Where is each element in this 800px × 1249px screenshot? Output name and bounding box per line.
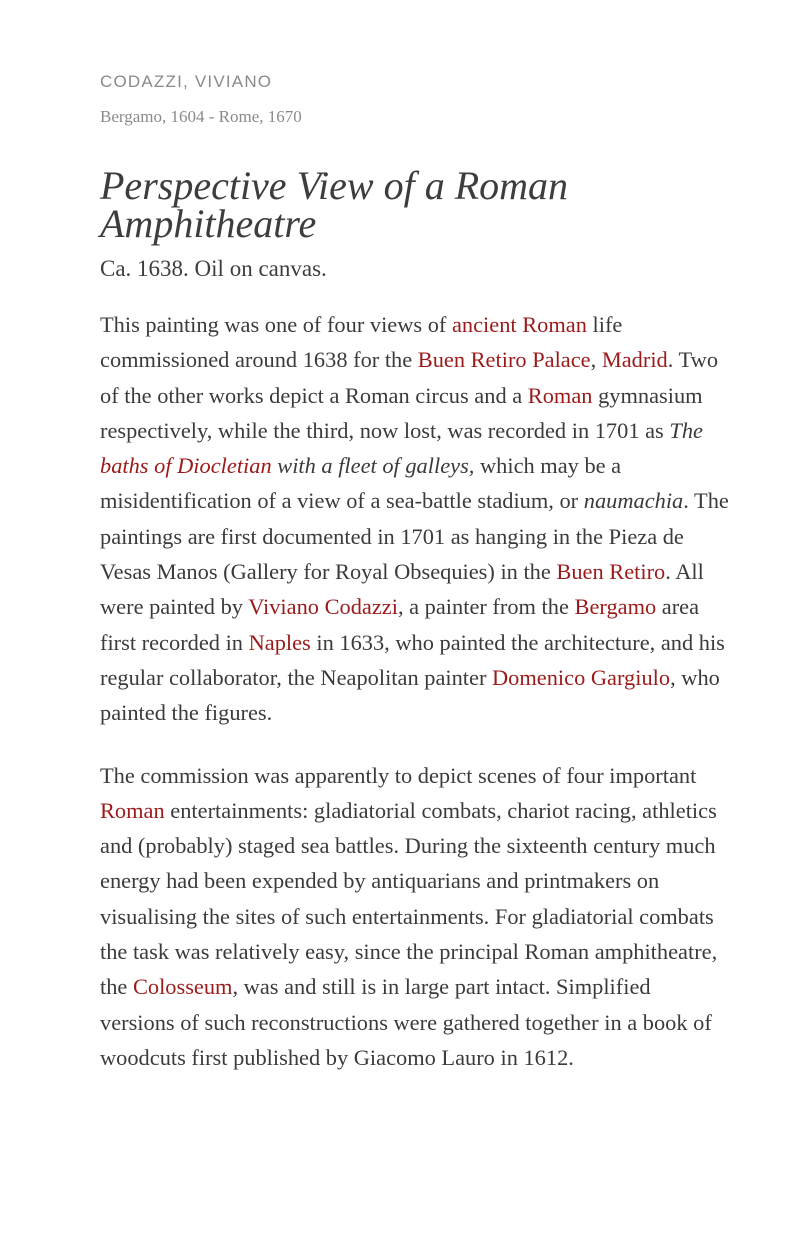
link-buen-retiro-palace[interactable]: Buen Retiro Palace (417, 347, 591, 373)
link-roman[interactable]: Roman (527, 382, 593, 408)
text-segment: life commissioned around 1638 for the (100, 312, 623, 373)
text-segment: . All were painted by (100, 559, 704, 620)
text-segment: , who painted the figures. (100, 664, 720, 726)
text-segment: . Two of the other works depict a Roman circus and a (100, 347, 719, 408)
description-paragraph-2 (100, 758, 730, 1076)
text-segment: gymnasium respectively, while the third, now lost, was recorded in 1701 as (100, 382, 703, 443)
text-segment: which may be a misidentification of a view of a sea-battle stadium, or (100, 453, 622, 514)
italic-title-end: with a fleet of galleys, (271, 453, 475, 479)
link-naples[interactable]: Naples (248, 629, 311, 655)
italic-term-naumachia: naumachia (583, 488, 684, 514)
link-viviano-codazzi[interactable]: Viviano Codazzi (248, 594, 398, 620)
description-paragraph-1 (100, 307, 730, 731)
text-segment: area first recorded in (100, 594, 700, 655)
artwork-title: Perspective View of a Roman Amphitheatre (100, 163, 569, 246)
text-segment: This painting was one of four views of (100, 312, 452, 337)
link-bergamo[interactable]: Bergamo (574, 594, 657, 620)
text-segment: , (590, 347, 602, 373)
link-madrid[interactable]: Madrid (601, 347, 668, 373)
artwork-meta: Ca. 1638. Oil on canvas. (100, 256, 327, 281)
text-segment: , was and still is in large part intact. Simplified versions of such reconstructions were gathered together in a book of woodcuts first published by Giacomo Lauro in 1612. (100, 974, 712, 1070)
artist-name: CODAZZI, VIVIANO (100, 72, 273, 91)
link-domenico-gargiulo[interactable]: Domenico Gargiulo (492, 664, 671, 690)
link-buen-retiro[interactable]: Buen Retiro (556, 559, 666, 585)
link-ancient-roman[interactable]: ancient Roman (451, 312, 587, 337)
artist-dates: Bergamo, 1604 - Rome, 1670 (100, 107, 302, 126)
link-colosseum[interactable]: Colosseum (132, 974, 233, 1000)
link-roman[interactable]: Roman (100, 797, 165, 823)
italic-title-start: The (669, 417, 703, 443)
text-segment: entertainments: gladiatorial combats, chariot racing, athletics and (probably) staged sea battles. During the sixteenth century much energy had been expended by antiquarians and printmakers on visualising the sites of such entertainments. For gladiatorial combats the task was relatively easy, since the principal Roman amphitheatre, the (100, 797, 718, 1000)
artwork-page (100, 0, 730, 1075)
text-segment: . The paintings are first documented in 1701 as hanging in the Pieza de Vesas Manos (Gallery for Royal Obsequies) in the (100, 488, 729, 585)
text-segment: The commission was apparently to depict scenes of four important (100, 762, 697, 788)
link-baths-of-diocletian[interactable]: baths of Diocletian (100, 453, 272, 479)
text-segment: , a painter from the (397, 594, 575, 620)
text-segment: in 1633, who painted the architecture, and his regular collaborator, the Neapolitan painter (100, 629, 725, 690)
